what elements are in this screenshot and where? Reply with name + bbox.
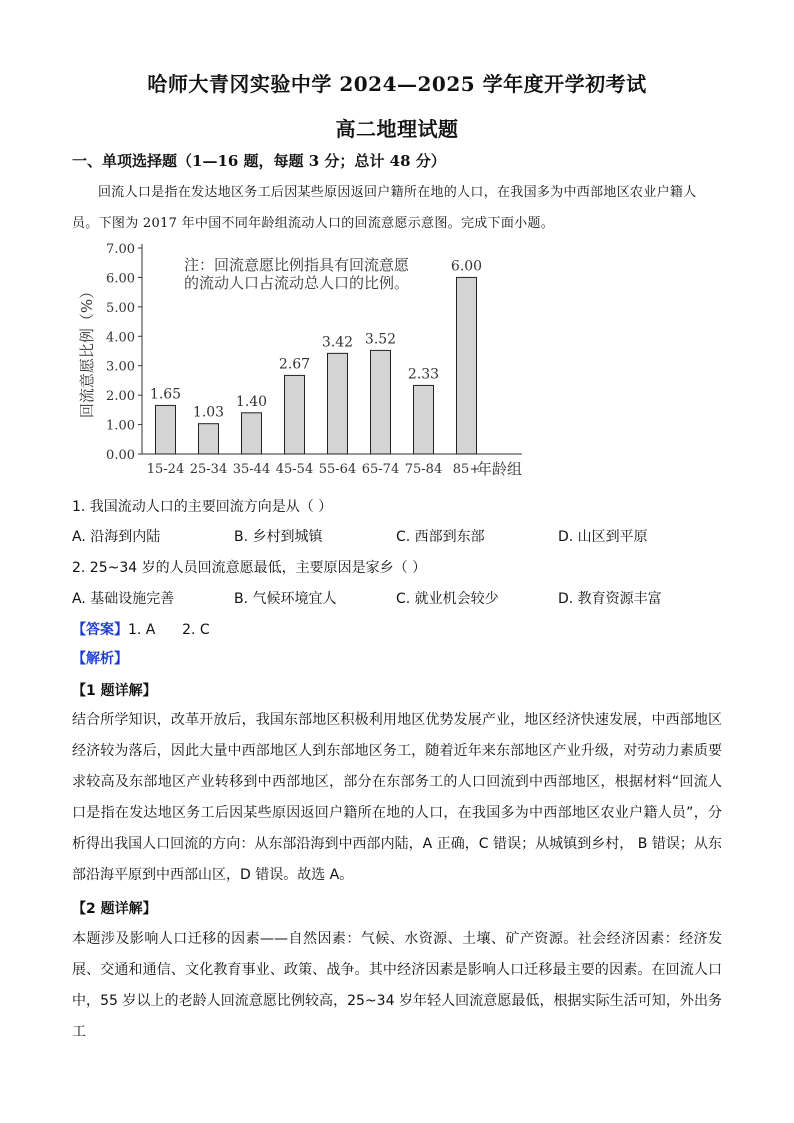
answer-line [72, 619, 210, 639]
chart-note-line-2: 的流动人口占流动总人口的比例。 [184, 274, 410, 292]
chart-note-line-1: 注：回流意愿比例指具有回流意愿 [184, 256, 410, 274]
detail-2-heading: 【2 题详解】 [72, 901, 157, 917]
question-1-option-b[interactable]: B. 乡村到城镇 [234, 529, 323, 545]
bar-15-24 [156, 405, 176, 454]
y-tick-label: 6.00 [106, 271, 135, 287]
question-1-option-d[interactable]: D. 山区到平原 [558, 529, 648, 545]
bar-65-74 [371, 350, 391, 454]
section-heading: 一、单项选择题（1—16 题，每题 3 分；总计 48 分） [72, 152, 446, 170]
exam-title: 哈师大青冈实验中学 2024—2025 学年度开学初考试 [147, 72, 647, 96]
bar-value-label: 6.00 [450, 258, 483, 275]
intro-paragraph: 回流人口是指在发达地区务工后因某些原因返回户籍所在地的人口，在我国多为中西部地区农业户籍人员。下图为 2017 年中国不同年龄组流动人口的回流意愿示意图。完成下面小题。 [72, 185, 697, 231]
x-tick-label: 65-74 [361, 462, 400, 477]
bar-75-84 [414, 385, 434, 454]
question-2-stem: 2. 25~34 岁的人员回流意愿最低，主要原因是家乡（ ） [72, 560, 427, 576]
y-tick-label: 1.00 [106, 418, 135, 434]
x-tick-label: 15-24 [146, 462, 185, 477]
bar-value-label: 2.67 [278, 356, 311, 373]
question-2-options [72, 588, 732, 608]
answer-tag: 【答案】 [72, 622, 128, 638]
x-tick-label: 25-34 [189, 462, 228, 477]
bar-35-44 [242, 413, 262, 454]
question-1-option-a[interactable]: A. 沿海到内陆 [72, 529, 161, 545]
bar-25-34 [199, 424, 219, 454]
analysis-label: 【解析】 [72, 651, 128, 667]
x-tick-label: 35-44 [232, 462, 271, 477]
analysis-tag [72, 648, 128, 668]
bar-45-54 [285, 375, 305, 454]
x-tick-label: 55-64 [318, 462, 357, 477]
detail-1-text: 结合所学知识，改革开放后，我国东部地区积极利用地区优势发展产业，地区经济快速发展，中西部地区经济较为落后，因此大量中西部地区人到东部地区务工，随着近年来东部地区产业升级，对劳动力素质要求较高及东部地区产业转移到中西部地区，部分在东部务工的人口回流到中西部地区，根据材料“回流人口是指在发达地区务工后因某些原因返回户籍所在地的人口，在我国多为中西部地区农业户籍人员”，分析得出我国人口回流的方向：从东部沿海到中西部内陆，A 正确，C 错误；从城镇到乡村， B 错误；从东部沿海平原到中西部山区，D 错误。故选 A。 [72, 712, 722, 883]
exam-subtitle: 高二地理试题 [335, 117, 459, 141]
y-tick-label: 0.00 [106, 448, 135, 463]
question-2-option-a[interactable]: A. 基础设施完善 [72, 591, 175, 607]
return-willingness-bar-chart [72, 238, 542, 483]
y-axis-label: 回流意愿比例（%） [78, 283, 96, 419]
bar-value-label: 1.03 [192, 404, 225, 421]
bar-value-label: 1.40 [235, 393, 268, 410]
question-1-options [72, 526, 732, 546]
y-tick-label: 5.00 [106, 300, 135, 316]
y-tick-label: 7.00 [106, 242, 135, 257]
x-tick-label: 85+ [452, 462, 481, 477]
bar-value-label: 1.65 [149, 386, 182, 403]
question-2-option-b[interactable]: B. 气候环境宜人 [234, 591, 337, 607]
bar-value-label: 3.42 [321, 334, 354, 351]
y-tick-label: 2.00 [106, 389, 135, 405]
y-tick-label: 4.00 [106, 330, 135, 346]
bar-value-label: 2.33 [407, 366, 440, 383]
bar-value-label: 3.52 [364, 331, 397, 348]
detail-2-text: 本题涉及影响人口迁移的因素——自然因素：气候、水资源、土壤、矿产资源。社会经济因素：经济发展、交通和通信、文化教育事业、政策、战争。其中经济因素是影响人口迁移最主要的因素。在回流人口中，55 岁以上的老龄人回流意愿比例较高，25~34 岁年轻人回流意愿最低，根据实际生活可知，外出务工 [72, 931, 722, 1040]
question-1-stem: 1. 我国流动人口的主要回流方向是从（ ） [72, 499, 333, 515]
question-1-option-c[interactable]: C. 西部到东部 [396, 529, 485, 545]
answer-text: 1. A 2. C [128, 622, 210, 638]
x-tick-label: 45-54 [275, 462, 314, 477]
bar-85+ [457, 277, 477, 454]
bar-55-64 [328, 353, 348, 454]
question-2-option-d[interactable]: D. 教育资源丰富 [558, 591, 662, 607]
y-tick-label: 3.00 [106, 359, 135, 375]
question-2-option-c[interactable]: C. 就业机会较少 [396, 591, 499, 607]
detail-1-heading: 【1 题详解】 [72, 683, 157, 699]
x-axis-label: 年龄组 [476, 460, 522, 478]
x-tick-label: 75-84 [404, 462, 443, 477]
